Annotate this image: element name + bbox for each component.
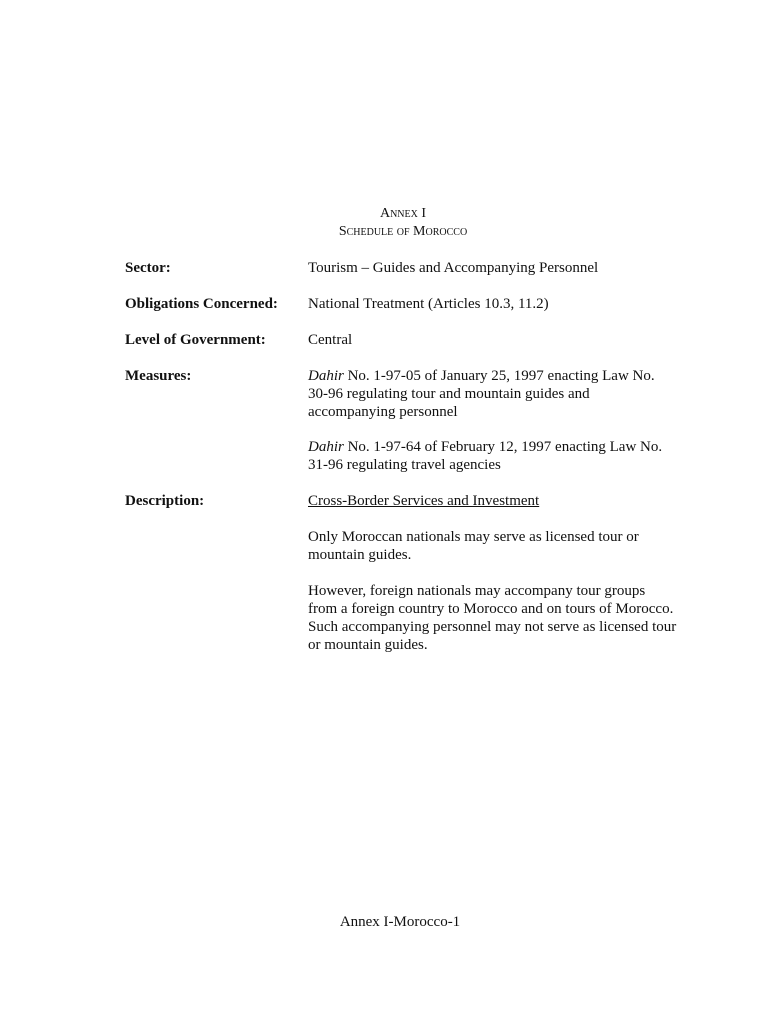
description-p1-line2: mountain guides. bbox=[308, 547, 412, 563]
measure-1-line1: No. 1-97-05 of January 25, 1997 enacting Law No. bbox=[343, 368, 655, 384]
description-label: Description: bbox=[125, 493, 205, 509]
schedule-title: Schedule of Morocco bbox=[338, 224, 468, 239]
annex-title: Annex I bbox=[379, 206, 427, 221]
measure-1-line3: accompanying personnel bbox=[308, 404, 458, 420]
measure-1-dahir: Dahir bbox=[308, 368, 344, 384]
description-p1-line1: Only Moroccan nationals may serve as licensed tour or bbox=[308, 529, 639, 545]
description-p2-line1: However, foreign nationals may accompany tour groups bbox=[308, 583, 646, 599]
measure-1-line2: 30-96 regulating tour and mountain guides and bbox=[308, 386, 590, 402]
description-para-2 bbox=[308, 582, 688, 654]
level-value: Central bbox=[308, 332, 353, 348]
description-p1 bbox=[308, 528, 688, 564]
obligations-label: Obligations Concerned: bbox=[125, 296, 278, 312]
measures-block bbox=[308, 367, 688, 421]
measure-2 bbox=[308, 438, 688, 474]
measure-2-line2: 31-96 regulating travel agencies bbox=[308, 457, 501, 473]
measure-2-line1: No. 1-97-64 of February 12, 1997 enacting Law No. bbox=[343, 439, 663, 455]
description-p2-line3: Such accompanying personnel may not serve as licensed tour bbox=[308, 619, 677, 635]
page-footer: Annex I-Morocco-1 bbox=[339, 914, 461, 930]
sector-label: Sector: bbox=[125, 260, 171, 276]
sector-value: Tourism – Guides and Accompanying Personnel bbox=[308, 260, 599, 276]
level-label: Level of Government: bbox=[125, 332, 266, 348]
description-para-1 bbox=[308, 528, 688, 564]
measure-2-dahir: Dahir bbox=[308, 439, 344, 455]
measure-1 bbox=[308, 367, 688, 421]
description-p2-line2: from a foreign country to Morocco and on tours of Morocco. bbox=[308, 601, 674, 617]
description-heading-block bbox=[308, 492, 688, 510]
description-p2 bbox=[308, 582, 688, 654]
description-heading: Cross-Border Services and Investment bbox=[308, 493, 540, 509]
measures-label: Measures: bbox=[125, 368, 192, 384]
obligations-value: National Treatment (Articles 10.3, 11.2) bbox=[308, 296, 549, 312]
measures-block-2 bbox=[308, 438, 688, 474]
description-p2-line4: or mountain guides. bbox=[308, 637, 428, 653]
